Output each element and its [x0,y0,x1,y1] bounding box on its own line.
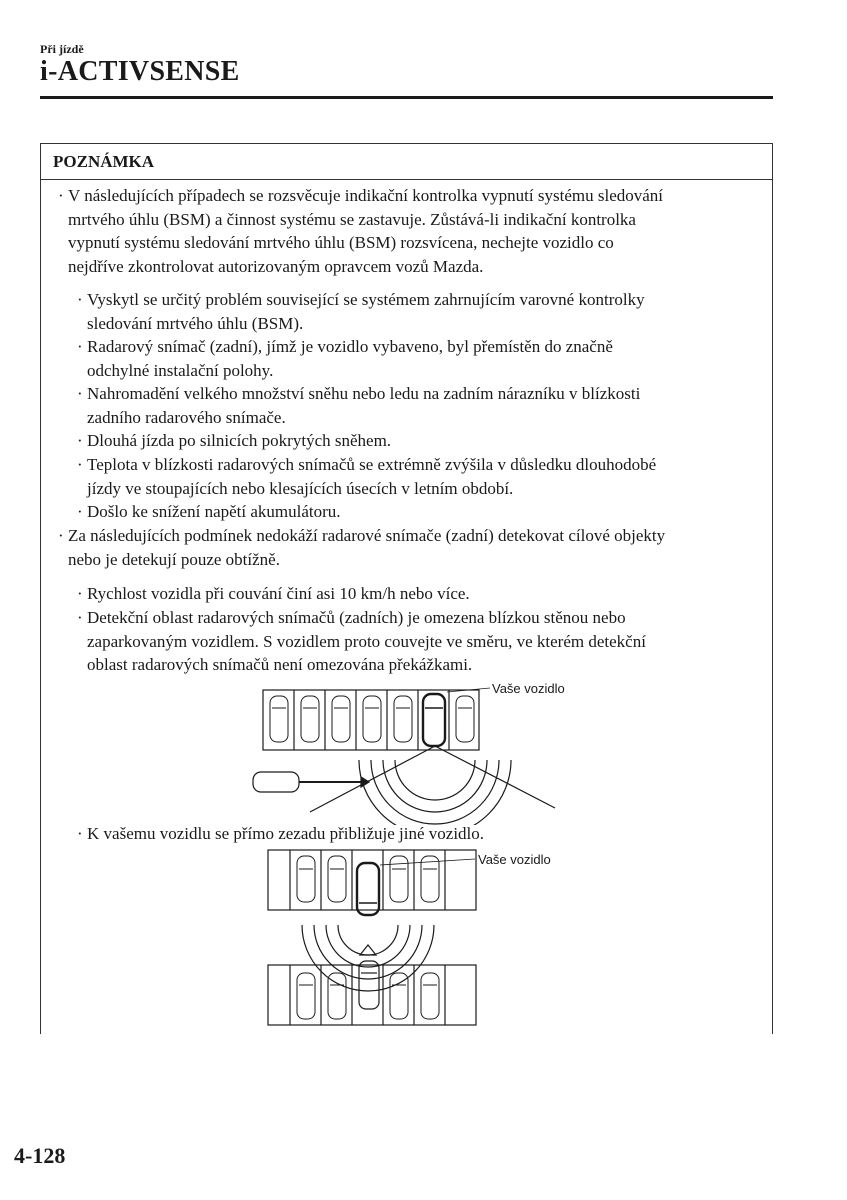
figure-approaching-vehicle [260,845,490,1030]
bullet: · [77,337,83,356]
note-subitem [77,429,392,453]
bullet: · [77,431,83,450]
note-heading: POZNÁMKA [41,144,772,180]
bullet: · [77,584,83,603]
note-line: jízdy ve stoupajících nebo klesajících úsecích v letním období. [87,478,514,498]
figure-reversing-parking [235,680,580,825]
note-line: Radarový snímač (zadní), jímž je vozidlo vybaveno, byl přemístěn do značně [87,337,613,356]
bullet: · [77,455,83,474]
note-line: Vyskytl se určitý problém související se systémem zahrnujícím varovné kontrolky [87,290,645,309]
note-line: oblast radarových snímačů není omezována překážkami. [87,655,473,674]
note-line: odchylné instalační polohy. [87,360,274,380]
title-rule [40,96,773,99]
note-subitem [77,500,341,524]
note-line: Dlouhá jízda po silnicích pokrytých sněhem. [87,431,392,450]
note-line: Teplota v blízkosti radarových snímačů se extrémně zvýšila v důsledku dlouhodobé [87,455,657,474]
note-line: mrtvého úhlu (BSM) a činnost systému se zastavuje. Zůstává-li indikační kontrolka [68,209,636,229]
note-line: Došlo ke snížení napětí akumulátoru. [87,502,341,521]
note-line: Detekční oblast radarových snímačů (zadních) je omezena blízkou stěnou nebo [87,608,626,627]
note-subitem [77,382,641,429]
note-line: Rychlost vozidla při couvání činí asi 10 km/h nebo více. [87,584,470,603]
figure1-label: Vaše vozidlo [492,681,565,696]
note-line: Za následujících podmínek nedokáží radarové snímače (zadní) detekovat cílové objekty [68,526,666,545]
bullet: · [77,502,83,521]
note-line: zaparkovaným vozidlem. S vozidlem proto couvejte ve směru, ve kterém detekční [87,631,646,651]
bullet: · [77,824,83,843]
note-line: nebo je detekují pouze obtížně. [68,549,280,569]
note-subitem [77,606,646,677]
note-line: V následujících případech se rozsvěcuje indikační kontrolka vypnutí systému sledování [68,186,664,205]
note-subitem [77,822,485,846]
section-label: Při jízdě [40,42,84,56]
note-line: zadního radarového snímače. [87,407,286,427]
figure2-label: Vaše vozidlo [478,852,551,867]
note-subitem [77,335,613,382]
note-subitem [77,582,470,606]
note-line: vypnutí systému sledování mrtvého úhlu (BSM) rozsvícena, nechejte vozidlo co [68,233,614,252]
note-subitem [77,453,657,500]
bullet: · [77,608,83,627]
note-item [58,524,666,571]
note-line: Nahromadění velkého množství sněhu nebo ledu na zadním nárazníku v blízkosti [87,384,641,403]
bullet: · [77,290,83,309]
bullet: · [58,186,64,205]
note-line: K vašemu vozidlu se přímo zezadu přibližuje jiné vozidlo. [87,824,485,843]
page-title: i-ACTIVSENSE [40,56,240,87]
note-line: nejdříve zkontrolovat autorizovaným opravcem vozů Mazda. [68,256,484,276]
bullet: · [77,384,83,403]
note-subitem [77,288,645,335]
page-number: 4-128 [14,1143,66,1168]
note-line: sledování mrtvého úhlu (BSM). [87,313,304,333]
bullet: · [58,526,64,545]
note-item [58,184,664,278]
